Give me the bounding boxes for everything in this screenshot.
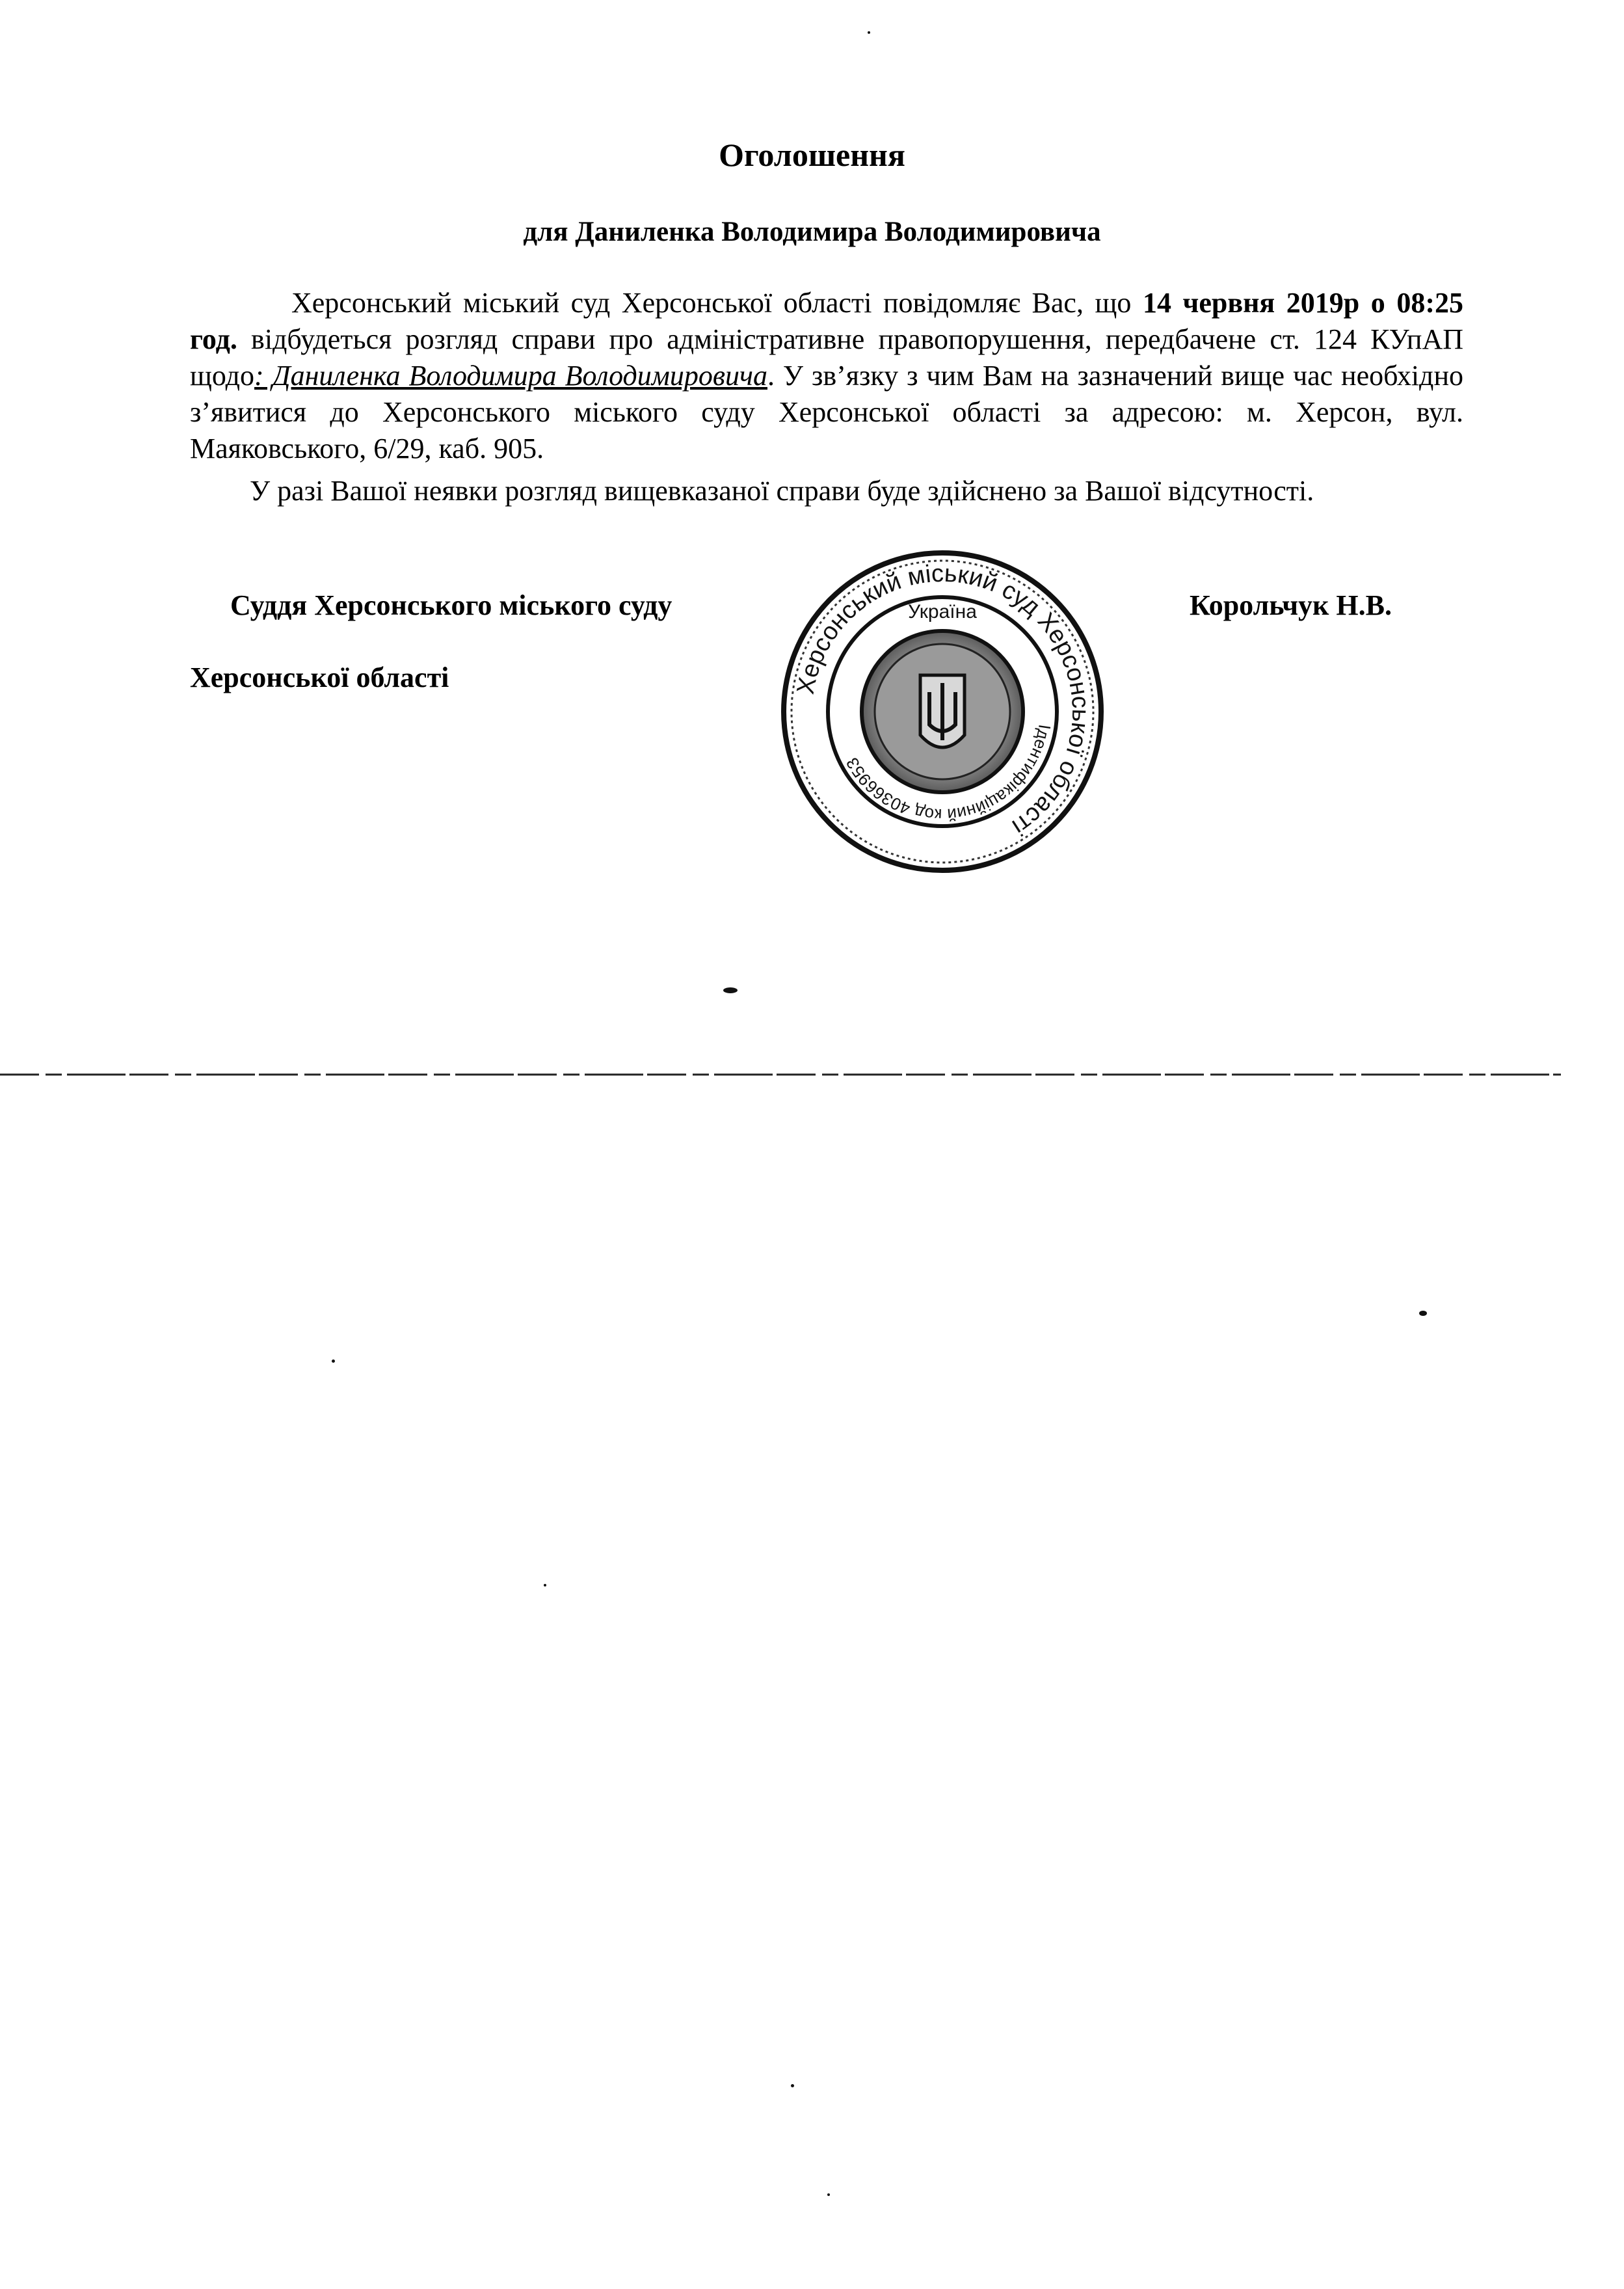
scan-speck (332, 1359, 335, 1363)
stamp-country-text: Україна (908, 601, 977, 622)
fold-cut-line (0, 1072, 1624, 1077)
scan-speck (723, 987, 738, 993)
scan-speck (868, 31, 870, 34)
defendant-name: : Даниленка Володимира Володимировича (254, 360, 767, 392)
notice-text-middle: відбудеться розгляд справи про адміністративне правопорушення, передбачене ст. 124 КУпАП щодо (190, 323, 1463, 392)
court-seal-stamp (776, 545, 1109, 878)
stamp-inner-text: Ідентифікаційний код 40366953 (842, 723, 1055, 825)
judge-position-line2: Херсонської області (190, 662, 449, 693)
scan-speck (1419, 1311, 1427, 1316)
stamp-outer-text: Херсонський міський суд Херсонської області (792, 559, 1095, 841)
addressee-line: для Даниленка Володимира Володимировича (523, 217, 1101, 247)
judge-position-line1: Суддя Херсонського міського суду (230, 589, 672, 621)
notice-paragraph (190, 285, 1463, 467)
absence-warning-paragraph: У разі Вашої неявки розгляд вищевказаної справи буде здійснено за Вашої відсутності. (250, 475, 1314, 507)
notice-text-start: Херсонський міський суд Херсонської області повідомляє Вас, що (291, 287, 1143, 319)
scan-speck (827, 2193, 830, 2196)
trident-emblem-icon (920, 675, 965, 747)
scan-speck (544, 1584, 546, 1586)
hearing-datetime: 14 червня 2019р о 08:25 год. (190, 287, 1464, 355)
page-title: Оголошення (719, 137, 905, 173)
judge-name: Корольчук Н.В. (1190, 589, 1392, 621)
scan-speck (791, 2084, 794, 2087)
notice-text-end: . У зв’язку з чим Вам на зазначений вище час необхідно з’явитися до Херсонського міського суду Херсонської області за адресою: м. Херсон, вул. Маяковського, 6/29, каб. 905. (190, 360, 1463, 464)
